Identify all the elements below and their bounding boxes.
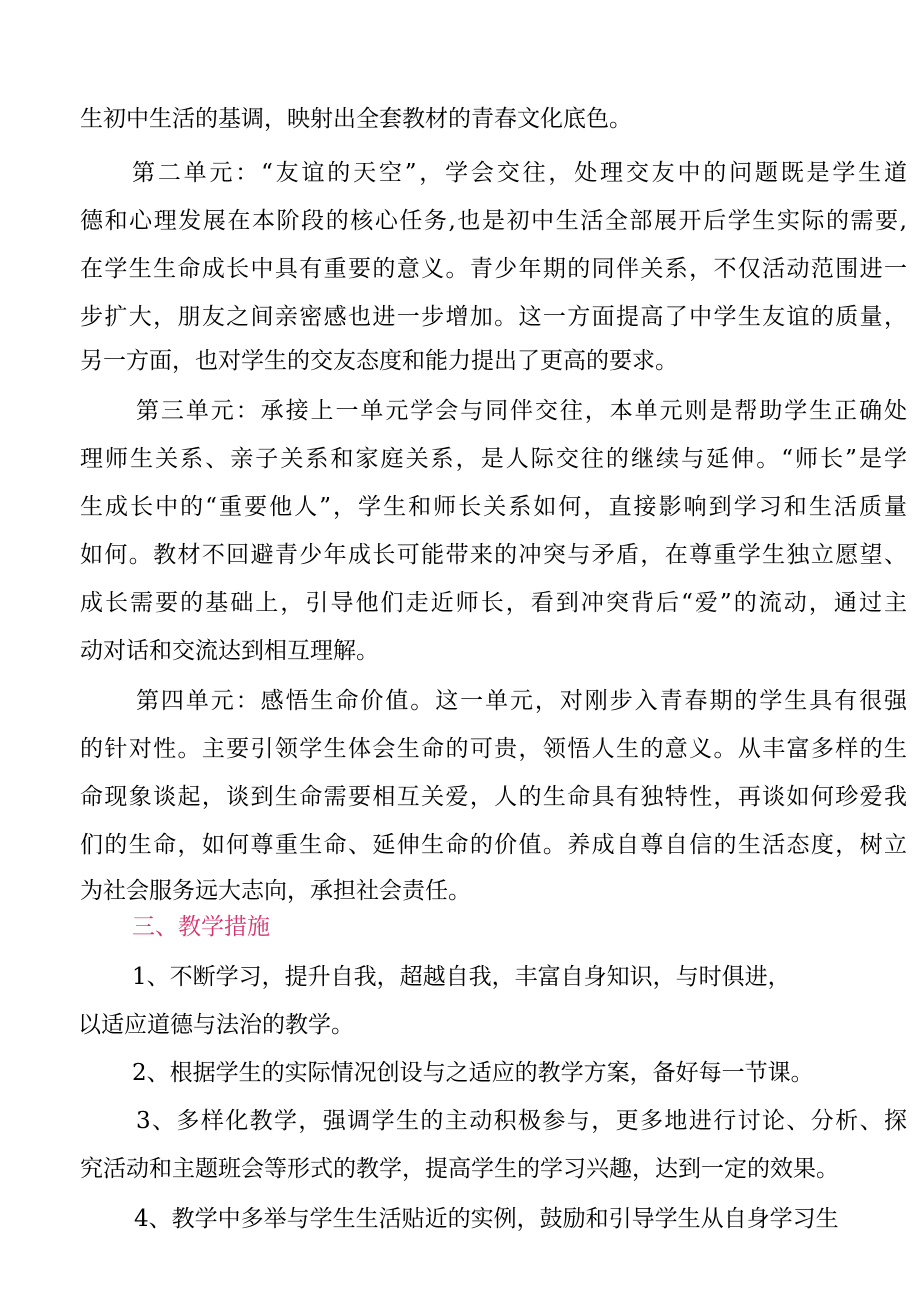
- paragraph-line: 如何。教材不回避青少年成长可能带来的冲突与矛盾，在尊重学生独立愿望、: [80, 542, 907, 568]
- paragraph-line: 的针对性。主要引领学生体会生命的可贵，领悟人生的意义。从丰富多样的生: [80, 736, 907, 762]
- paragraph-line: 另一方面，也对学生的交友态度和能力提出了更高的要求。: [80, 348, 678, 374]
- measure-line: 1、不断学习，提升自我，超越自我，丰富自身知识，与时俱进，: [132, 964, 791, 990]
- paragraph-line: 命现象谈起，谈到生命需要相互关爱，人的生命具有独特性，再谈如何珍爱我: [80, 784, 907, 810]
- paragraph-line: 第四单元：感悟生命价值。这一单元，对刚步入青春期的学生具有很强: [136, 688, 907, 714]
- measure-line: 4、教学中多举与学生生活贴近的实例，鼓励和引导学生从自身学习生: [134, 1206, 839, 1232]
- section-heading: 三、教学措施: [132, 914, 270, 940]
- paragraph-line: 为社会服务远大志向，承担社会责任。: [80, 878, 471, 904]
- paragraph-line: 成长需要的基础上，引导他们走近师长，看到冲突背后“爱”的流动，通过主: [80, 590, 907, 616]
- measure-line: 2、根据学生的实际情况创设与之适应的教学方案，备好每一节课。: [132, 1060, 814, 1086]
- paragraph-line: 生初中生活的基调，映射出全套教材的青春文化底色。: [80, 106, 632, 132]
- measure-line: 以适应道德与法治的教学。: [78, 1012, 354, 1038]
- paragraph-line: 德和心理发展在本阶段的核心任务,也是初中生活全部展开后学生实际的需要,: [80, 208, 907, 234]
- paragraph-line: 在学生生命成长中具有重要的意义。青少年期的同伴关系，不仅活动范围进一: [80, 256, 907, 282]
- paragraph-line: 第二单元：“友谊的天空”，学会交往，处理交友中的问题既是学生道: [132, 160, 907, 186]
- paragraph-line: 步扩大，朋友之间亲密感也进一步增加。这一方面提高了中学生友谊的质量，: [80, 304, 907, 330]
- paragraph-line: 理师生关系、亲子关系和家庭关系，是人际交往的继续与延伸。“师长”是学: [80, 446, 907, 472]
- measure-line: 3、多样化教学，强调学生的主动积极参与，更多地进行讨论、分析、探: [136, 1108, 907, 1134]
- paragraph-line: 动对话和交流达到相互理解。: [80, 638, 379, 664]
- paragraph-line: 生成长中的“重要他人”，学生和师长关系如何，直接影响到学习和生活质量: [80, 494, 907, 520]
- paragraph-line: 第三单元：承接上一单元学会与同伴交往，本单元则是帮助学生正确处: [136, 398, 907, 424]
- paragraph-line: 们的生命，如何尊重生命、延伸生命的价值。养成自尊自信的生活态度，树立: [80, 832, 907, 858]
- measure-line: 究活动和主题班会等形式的教学，提高学生的学习兴趣，达到一定的效果。: [80, 1156, 839, 1182]
